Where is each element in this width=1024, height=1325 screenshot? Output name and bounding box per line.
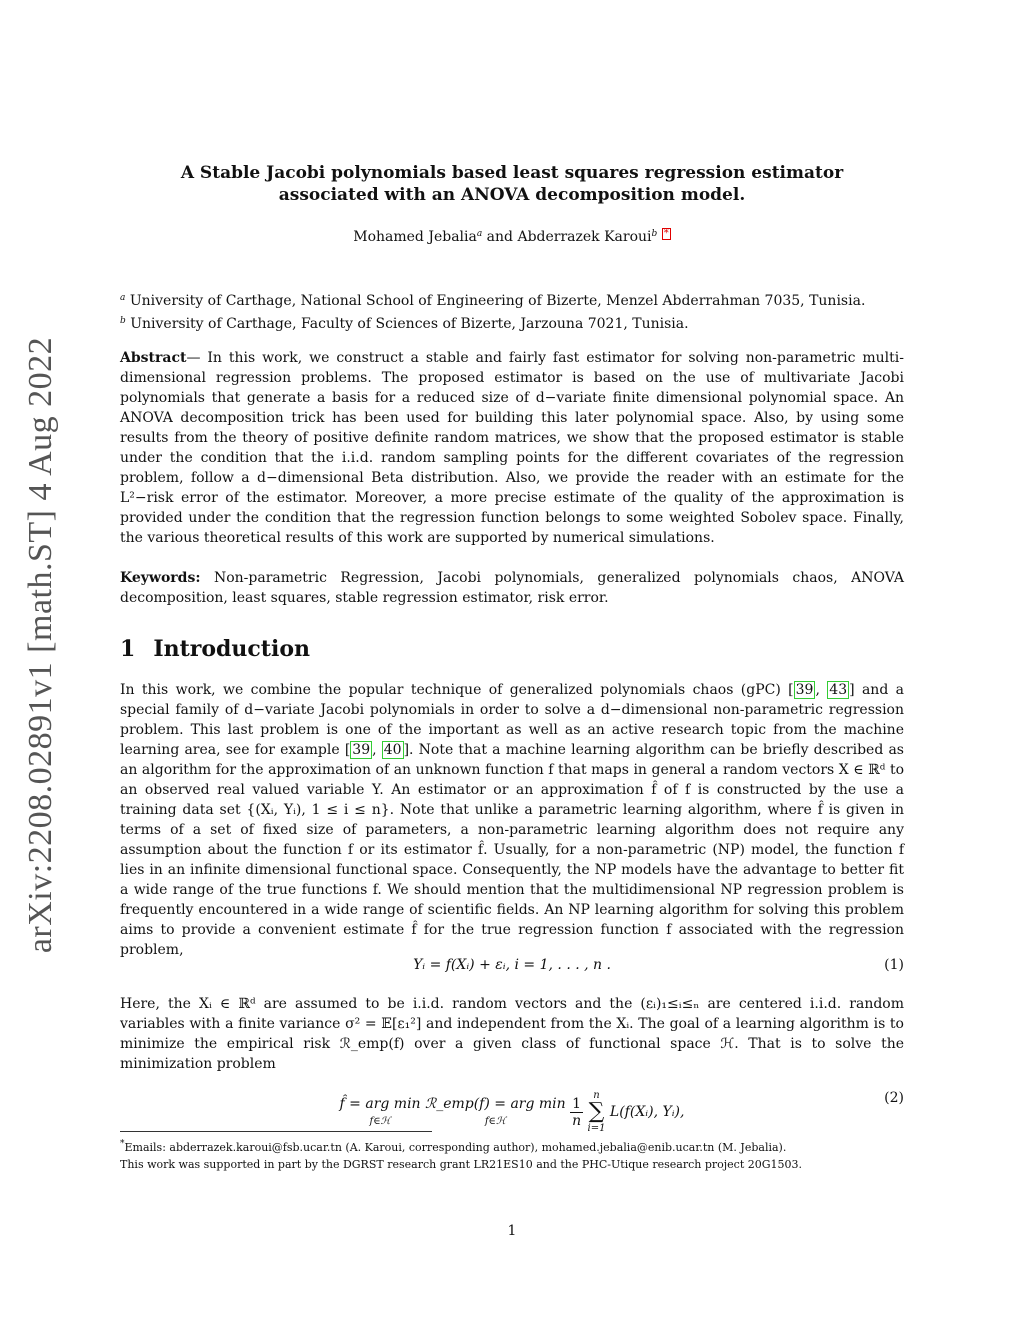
intro-text-part-3: . Note that a machine learning algorithm can be briefly described as an algorithm for the approximation of an unknown function f that maps in general a random vectors X ∈ ℝᵈ to an observed real valued variable Y. An estimator or an approximation f̂ of f is constructed by the use a training data set {(Xᵢ, Yᵢ), 1 ≤ i ≤ n}. Note that unlike a parametric learning algorithm, where f̂ is given in terms of a set of fixed size of parameters, a non-parametric learning algorithm does not require any assumption about the function f or its estimator f̂. Usually, for a non-parametric (NP) model, the function f lies in an infinite dimensional functional space. Consequently, the NP models have the advantage to better fit a wide range of the true functions f. We should mention that the multidimensional NP regression problem is frequently encountered in a wide range of scientific fields. An NP learning algorithm for solving this problem aims to provide a convenient estimate f̂ for the true regression function f associated with the regression problem,	[120, 742, 904, 958]
equation-1	[120, 957, 904, 977]
eq2-lhs: f̂ = arg min	[339, 1096, 421, 1112]
abstract-label: Abstract	[120, 350, 187, 366]
abstract	[120, 348, 904, 548]
intro-text-part-1: In this work, we combine the popular technique of generalized polynomials chaos (gPC)	[120, 682, 789, 698]
citation-link[interactable]: 40	[383, 742, 402, 758]
eq2-sum-bottom: i=1	[587, 1123, 606, 1134]
eq2-rhs: L(f(Xᵢ), Yᵢ),	[609, 1104, 685, 1120]
author-1: Mohamed Jebalia	[353, 229, 477, 245]
footnotes	[120, 1136, 904, 1173]
introduction-paragraph: In this work, we combine the popular technique of generalized polynomials chaos (gPC) [ 39 , 43 ] and a special family of d−variate Jacobi polynomials in order to solve a d−dimensional non-parametric regression problem. This last problem is one of the important as well as an active research topic from the machine learning area, see for example [ 39 , 40 ]. Note that a machine learning algorithm can be briefly described as an algorithm for the approximation of an unknown function f that maps in general a random vectors X ∈ ℝᵈ to an observed real valued variable Y. An estimator or an approximation f̂ of f is constructed by the use a training data set {(Xᵢ, Yᵢ), 1 ≤ i ≤ n}. Note that unlike a parametric learning algorithm, where f̂ is given in terms of a set of fixed size of parameters, a non-parametric learning algorithm does not require any assumption about the function f or its estimator f̂. Usually, for a non-parametric (NP) model, the function f lies in an infinite dimensional functional space. Consequently, the NP models have the advantage to better fit a wide range of the true functions f. We should mention that the multidimensional NP regression problem is frequently encountered in a wide range of scientific fields. An NP learning algorithm for solving this problem aims to provide a convenient estimate f̂ for the true regression function f associated with the regression problem,	[120, 682, 905, 958]
abstract-dash: —	[186, 350, 208, 366]
section-heading-introduction	[120, 636, 310, 662]
affiliation-mark: b	[120, 316, 126, 326]
section-title: Introduction	[153, 636, 310, 662]
page-number: 1	[507, 1223, 517, 1239]
arxiv-sidebar	[0, 0, 90, 1325]
affiliation-text: University of Carthage, Faculty of Sciences of Bizerte, Jarzouna 7021, Tunisia.	[130, 316, 689, 332]
author-footnote-link[interactable]: *	[663, 228, 669, 239]
eq2-sub-1: f∈ℋ	[369, 1116, 391, 1127]
eq2-sum-sign: ∑	[588, 1099, 605, 1124]
equation-1-body: Yᵢ = f(Xᵢ) + εᵢ, i = 1, . . . , n .	[413, 957, 611, 973]
arxiv-identifier: arXiv:2208.02891v1 [math.ST] 4 Aug 2022	[22, 336, 59, 954]
section-number: 1	[120, 636, 136, 662]
eq2-mid: ℛ_emp(f) = arg min	[425, 1096, 566, 1112]
affiliation-mark: a	[120, 293, 126, 303]
body-paragraph-2: Here, the Xᵢ ∈ ℝᵈ are assumed to be i.i.d. random vectors and the (εᵢ)₁≤ᵢ≤ₙ are centered i.i.d. random variables with a finite variance σ² = 𝔼[ε₁²] and independent from the Xᵢ. The goal of a learning algorithm is to minimize the empirical risk ℛ_emp(f) over a given class of functional space ℋ. That is to solve the minimization problem	[120, 996, 904, 1072]
abstract-text: In this work, we construct a stable and fairly fast estimator for solving non-parametric multi-dimensional regression problems. The proposed estimator is based on the use of multivariate Jacobi polynomials that generate a basis for a reduced size of d−variate finite dimensional polynomial space. An ANOVA decomposition trick has been used for building this later polynomial space. Also, by using some results from the theory of positive definite random matrices, we show that the proposed estimator is stable under the condition that the i.i.d. random sampling points for the different covariates of the regression problem, follow a d−dimensional Beta distribution. Also, we provide the reader with an estimate for the L²−risk error of the estimator. Moreover, a more precise estimate of the quality of the approximation is provided under the condition that the regression function belongs to some weighted Sobolev space. Finally, the various theoretical results of this work are supported by numerical simulations.	[120, 350, 904, 546]
author-connector: and	[486, 229, 513, 245]
footnote-mark: *	[120, 1139, 125, 1149]
equation-1-number: (1)	[884, 957, 904, 973]
affiliation-a	[120, 288, 904, 311]
footnote-emails	[120, 1136, 904, 1156]
citation-link[interactable]: 43	[829, 682, 848, 698]
author-2: Abderrazek Karoui	[517, 229, 652, 245]
keywords-text: Non-parametric Regression, Jacobi polynomials, generalized polynomials chaos, ANOVA decomposition, least squares, stable regression estimator, risk error.	[120, 570, 904, 606]
equation-2-number: (2)	[884, 1090, 904, 1106]
equation-2	[120, 1076, 904, 1134]
equation-2-body	[120, 1090, 904, 1134]
title-line-2: associated with an ANOVA decomposition model.	[278, 185, 746, 205]
author-1-affil-mark: a	[476, 229, 483, 239]
intro-text-part-2: and a special family of d−variate Jacobi polynomials in order to solve a d−dimensional non-parametric regression problem. This last problem is one of the important as well as an active research topic from the machine learning area, see for example	[120, 682, 905, 758]
eq2-frac-num: 1	[572, 1095, 582, 1112]
citation-link[interactable]: 39	[795, 682, 814, 698]
paper-title	[120, 162, 904, 206]
affiliation-b	[120, 311, 904, 334]
affiliation-text: University of Carthage, National School of Engineering of Bizerte, Menzel Abderrahman 7035, Tunisia.	[129, 293, 866, 309]
keywords	[120, 568, 904, 608]
eq2-frac-den: n	[572, 1112, 582, 1129]
title-line-1: A Stable Jacobi polynomials based least squares regression estimator	[180, 163, 844, 183]
keywords-label: Keywords:	[120, 570, 201, 586]
eq2-sub-2: f∈ℋ	[484, 1116, 506, 1127]
footnote-emails-text: Emails: abderrazek.karoui@fsb.ucar.tn (A. Karoui, corresponding author), mohamed.jebalia@enib.ucar.tn (M. Jebalia).	[124, 1141, 787, 1154]
citation-link[interactable]: 39	[352, 742, 371, 758]
affiliations	[120, 288, 904, 334]
author-2-affil-mark: b	[651, 229, 658, 239]
eq2-sum-top: n	[593, 1090, 600, 1101]
footnote-divider	[120, 1131, 432, 1132]
footnote-funding: This work was supported in part by the DGRST research grant LR21ES10 and the PHC-Utique research project 20G1503.	[120, 1158, 803, 1171]
author-line	[120, 228, 904, 245]
